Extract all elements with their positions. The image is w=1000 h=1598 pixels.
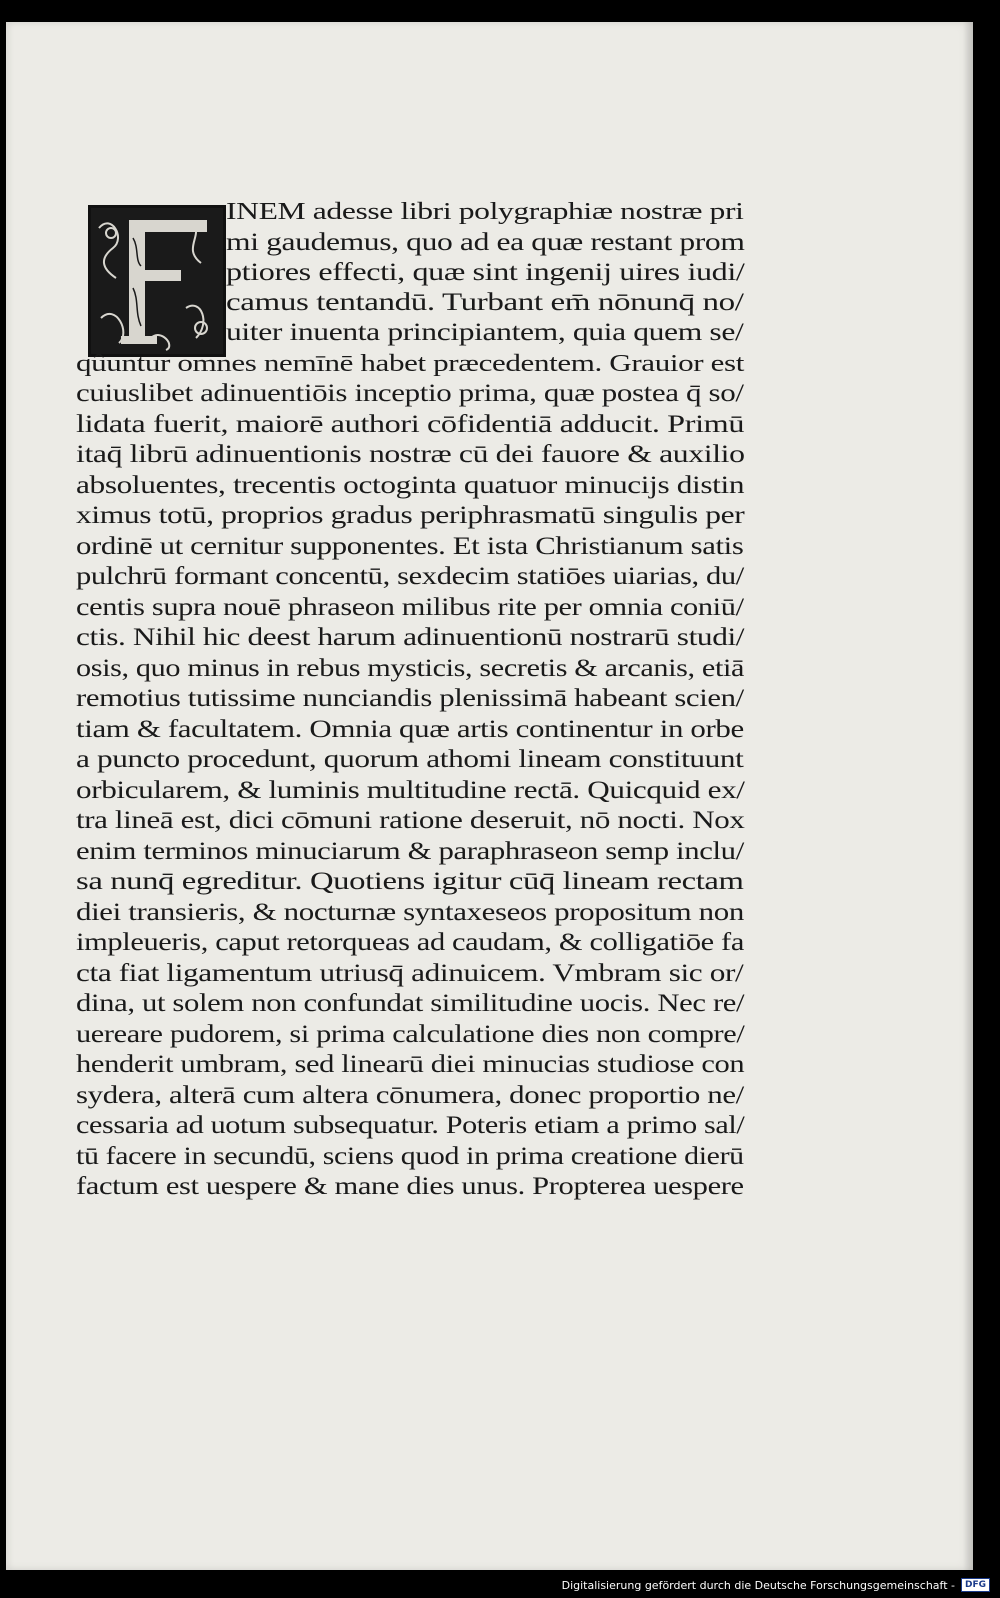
text-line-23 xyxy=(76,867,744,897)
text-line-9 xyxy=(76,440,745,470)
text-line-33 xyxy=(76,1172,744,1202)
line-1-text: INEM adesse libri polygraphiæ nostræ pri xyxy=(226,199,744,225)
text-line-27 xyxy=(76,989,744,1019)
text-line-21 xyxy=(76,806,744,836)
line-16-text: osis, quo minus in rebus mysticis, secretis & arcanis, etiā xyxy=(76,655,745,682)
line-8-text: lidata fuerit, maiorē authori cōfidentiā adducit. Primū xyxy=(76,411,745,438)
line-11-text: ximus totū, proprios gradus periphrasmatū singulis per xyxy=(76,502,745,529)
line-23-text: sa nunq̄ egreditur. Quotiens igitur cūq̄ lineam rectam xyxy=(76,868,744,895)
line-2-text: mi gaudemus, quo ad ea quæ restant prom xyxy=(226,229,745,256)
line-25-text: impleueris, caput retorqueas ad caudam, & colligatiōe fa xyxy=(76,929,744,956)
body-text xyxy=(6,22,973,1570)
funding-credit: Digitalisierung gefördert durch die Deutsche Forschungsgemeinschaft - xyxy=(561,1578,955,1592)
text-line-12 xyxy=(76,532,743,562)
line-6-text: qûuntur omnes nemīnē habet præcedentem. Grauior est xyxy=(76,350,744,377)
line-13-text: pulchrū formant concentū, sexdecim statiōes uiarias, du/ xyxy=(76,563,744,590)
text-line-7 xyxy=(76,379,744,409)
line-18-text: tiam & facultatem. Omnia quæ artis continentur in orbe xyxy=(76,716,744,743)
line-17-text: remotius tutissime nunciandis plenissimā habeant scien/ xyxy=(76,685,744,712)
text-line-31 xyxy=(76,1111,744,1141)
text-line-26 xyxy=(76,959,743,989)
line-15-text: ctis. Nihil hic deest harum adinuentionū nostrarū studi/ xyxy=(76,624,745,651)
text-line-10 xyxy=(76,471,744,501)
text-line-28 xyxy=(76,1020,744,1050)
line-33-text: factum est uespere & mane dies unus. Propterea uespere xyxy=(76,1173,744,1200)
text-line-25 xyxy=(76,928,744,958)
text-line-8 xyxy=(76,410,744,440)
text-line-18 xyxy=(76,715,744,745)
line-12-text: ordinē ut cernitur supponentes. Et ista Christianum satis xyxy=(76,533,744,560)
text-line-1 xyxy=(226,197,744,227)
text-line-32 xyxy=(76,1142,744,1172)
line-26-text: cta fiat ligamentum utriusq̄ adinuicem. Vmbram sic or/ xyxy=(76,960,744,987)
text-line-29 xyxy=(76,1050,744,1080)
line-27-text: dina, ut solem non confundat similitudine uocis. Nec re/ xyxy=(76,990,745,1017)
line-30-text: sydera, alterā cum altera cōnumera, donec proportio ne/ xyxy=(76,1082,744,1109)
text-line-20 xyxy=(76,776,745,806)
text-line-5 xyxy=(226,318,743,348)
text-line-14 xyxy=(76,593,744,623)
book-page xyxy=(6,22,973,1570)
text-line-22 xyxy=(76,837,744,867)
line-5-text: uiter inuenta principiantem, quia quem se/ xyxy=(226,319,744,346)
line-4-text: camus tentandū. Turbant em̄ nōnunq̄ no/ xyxy=(226,289,744,316)
text-line-24 xyxy=(76,898,744,928)
line-14-text: centis supra nouē phraseon milibus rite per omnia coniū/ xyxy=(76,594,744,621)
line-7-text: cuiuslibet adinuentiōis inceptio prima, quæ postea q̄ so/ xyxy=(76,380,744,407)
line-22-text: enim terminos minuciarum & paraphraseon semp inclu/ xyxy=(76,838,744,865)
line-21-text: tra lineā est, dici cōmuni ratione deseruit, nō nocti. Nox xyxy=(76,807,745,834)
line-10-text: absoluentes, trecentis octoginta quatuor minucijs distin xyxy=(76,472,745,499)
line-19-text: a puncto procedunt, quorum athomi lineam constituunt xyxy=(76,746,744,773)
digitization-footer xyxy=(0,1572,1000,1598)
text-line-15 xyxy=(76,623,744,653)
line-29-text: henderit umbram, sed linearū diei minucias studiose con xyxy=(76,1051,745,1078)
text-line-17 xyxy=(76,684,744,714)
text-line-13 xyxy=(76,562,744,592)
text-line-3 xyxy=(226,258,744,288)
line-31-text: cessaria ad uotum subsequatur. Poteris etiam a primo sal/ xyxy=(76,1112,745,1139)
line-20-text: orbicularem, & luminis multitudine rectā. Quicquid ex/ xyxy=(76,777,745,804)
line-28-text: uereare pudorem, si prima calculatione dies non compre/ xyxy=(76,1021,745,1048)
text-line-11 xyxy=(76,501,744,531)
line-24-text: diei transieris, & nocturnæ syntaxeseos propositum non xyxy=(76,899,744,926)
text-line-4 xyxy=(226,288,744,318)
text-line-19 xyxy=(76,745,743,775)
text-line-6 xyxy=(76,349,744,379)
line-3-text: ptiores effecti, quæ sint ingenij uires iudi/ xyxy=(226,259,745,286)
text-line-30 xyxy=(76,1081,744,1111)
text-line-16 xyxy=(76,654,744,684)
text-line-2 xyxy=(226,228,745,258)
line-32-text: tū facere in secundū, sciens quod in prima creatione dierū xyxy=(76,1143,744,1170)
line-9-text: itaq̄ librū adinuentionis nostræ cū dei fauore & auxilio xyxy=(76,441,745,468)
dfg-logo: DFG xyxy=(961,1578,990,1592)
